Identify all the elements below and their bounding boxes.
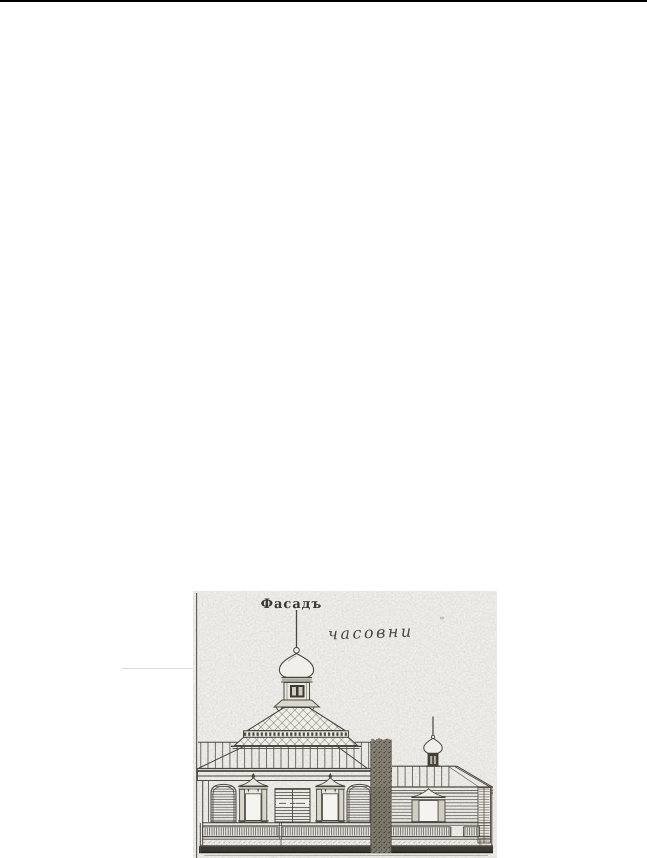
caption-chasovni-text: часовни xyxy=(327,621,414,644)
arched-shutter-window-right xyxy=(347,784,372,822)
dentil-band xyxy=(244,732,348,737)
caption-fasad-text: Фасадъ xyxy=(260,597,323,612)
chimney-strip xyxy=(371,738,392,853)
spire-ball xyxy=(294,648,300,654)
dome-drum xyxy=(284,683,310,701)
chapel-facade-drawing xyxy=(193,591,497,858)
ground-line xyxy=(199,846,493,852)
page-top-border xyxy=(0,0,647,2)
arched-shutter-window-left xyxy=(211,784,236,822)
frieze-balustrade xyxy=(202,823,491,839)
paper-fold-line xyxy=(122,668,196,669)
central-board-panel xyxy=(275,789,310,822)
scanned-drawing xyxy=(193,591,497,858)
